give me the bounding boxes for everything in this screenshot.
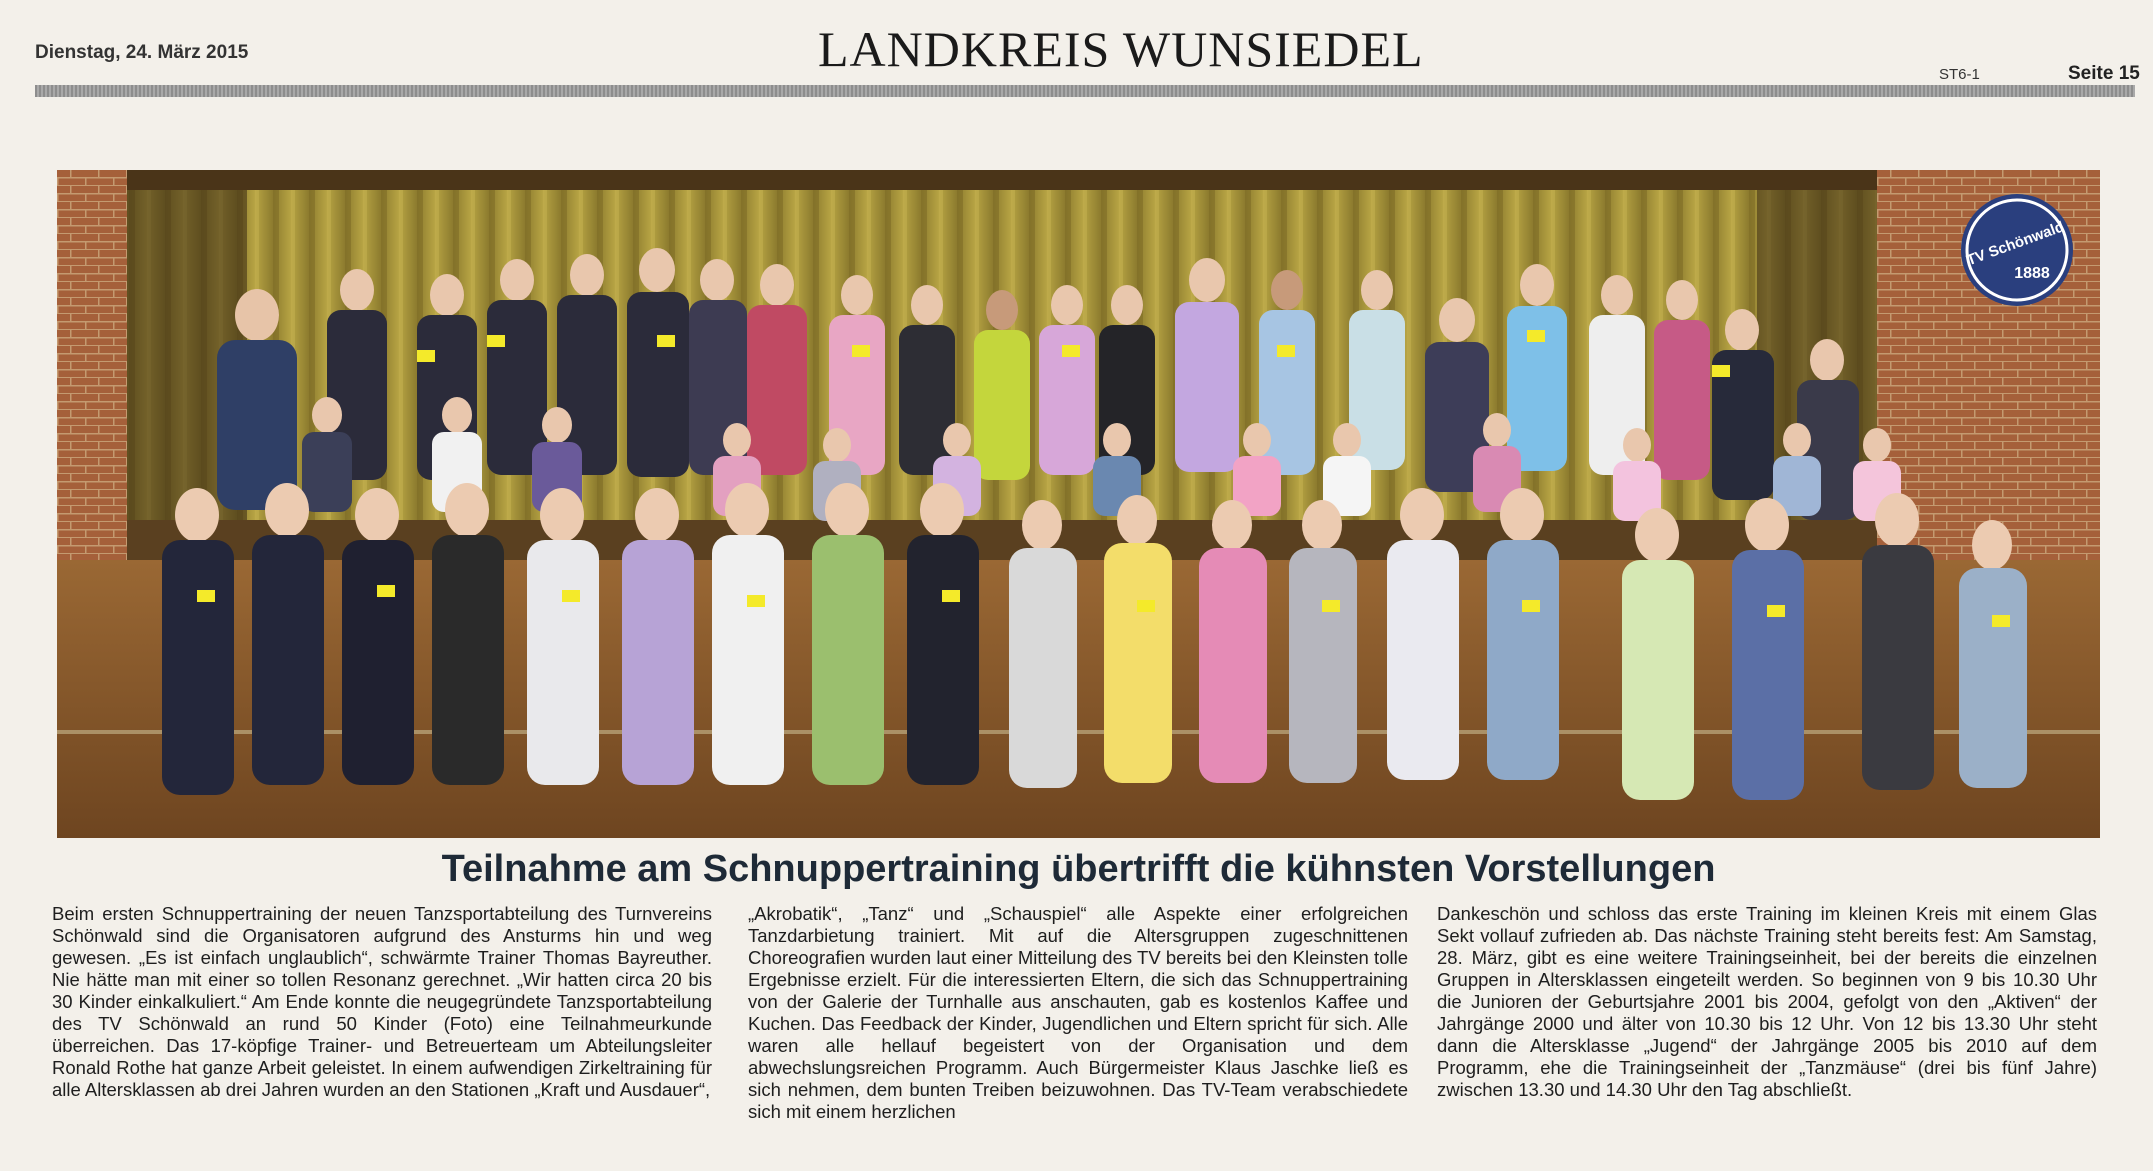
club-logo [1961,194,2073,306]
club-logo-name: TV Schönwald [1964,218,2067,270]
stage-frame [127,170,1877,190]
page-number: Seite 15 [2068,63,2140,84]
edition-code: ST6-1 [1939,66,1980,83]
group-photo [57,170,2100,838]
issue-date: Dienstag, 24. März 2015 [35,42,249,63]
article-body [52,903,2102,1165]
article-column-1: Beim ersten Schnuppertraining der neuen Tanzsportabteilung des Turnvereins Schönwald sind die Organisatoren aufgrund des Ansturms hin und weg gewesen. „Es ist einfach unglaublich“, schwärmte Trainer Thomas Bayreuther. Nie hätte man mit einer so tollen Resonanz gerechnet. „Wir hatten circa 20 bis 30 Kinder einkalkuliert.“ Am Ende konnte die neugegründete Tanzsportabteilung des TV Schönwald an rund 50 Kinder (Foto) eine Teilnahmeurkunde überreichen. Das 17-köpfige Trainer- und Betreuerteam um Abteilungsleiter Ronald Rothe hat ganze Arbeit geleistet. In einem aufwendigen Zirkeltraining für alle Altersklassen ab drei Jahren wurden an den Stationen „Kraft und Ausdauer“, [52,903,712,1100]
article-column-3: Dankeschön und schloss das erste Training im kleinen Kreis mit einem Glas Sekt vollauf zufrieden ab. Das nächste Training steht bereits fest: Am Samstag, 28. März, gibt es eine weitere Trainingseinheit, bei der bereits die einzelnen Gruppen in Altersklassen eingeteilt werden. So beginnen von 9 bis 10.30 Uhr die Junioren der Geburtsjahre 2001 bis 2004, gefolgt von den „Aktiven“ der Jahrgänge 2000 und älter von 10.30 bis 12 Uhr. Von 12 bis 13.30 Uhr steht dann die Altersklasse „Jugend“ der Jahrgänge 2005 bis 2010 auf dem Programm, ehe die Trainingseinheit der „Tanzmäuse“ (drei bis fünf Jahre) zwischen 13.30 und 14.30 Uhr den Tag abschließt. [1437,903,2097,1100]
section-title: LANDKREIS WUNSIEDEL [818,21,1424,77]
brick-wall-left [57,170,127,620]
article-column-2: „Akrobatik“, „Tanz“ und „Schauspiel“ alle Aspekte einer erfolgreichen Tanzdarbietung trainiert. Mit auf die Altersgruppen zugeschnittenen Choreografien wurden laut einer Mitteilung des TV bereits bei den Kleinsten tolle Ergebnisse erzielt. Für die interessierten Eltern, die sich das Schnuppertraining von der Galerie der Turnhalle aus anschauten, gab es kostenlos Kaffee und Kuchen. Das Feedback der Kinder, Jugendlichen und Eltern spricht für sich. Alle waren alle hellauf begeistert von der Organisation und dem abwechslungsreichen Programm. Auch Bürgermeister Klaus Jaschke ließ es sich nehmen, dem bunten Treiben beizuwohnen. Das TV-Team verabschiedete sich mit einem herzlichen [748,903,1408,1122]
header-rule [35,85,2135,97]
club-logo-year: 1888 [2014,265,2050,282]
article-headline: Teilnahme am Schnuppertraining übertrifft die kühnsten Vorstellungen [441,848,1716,890]
